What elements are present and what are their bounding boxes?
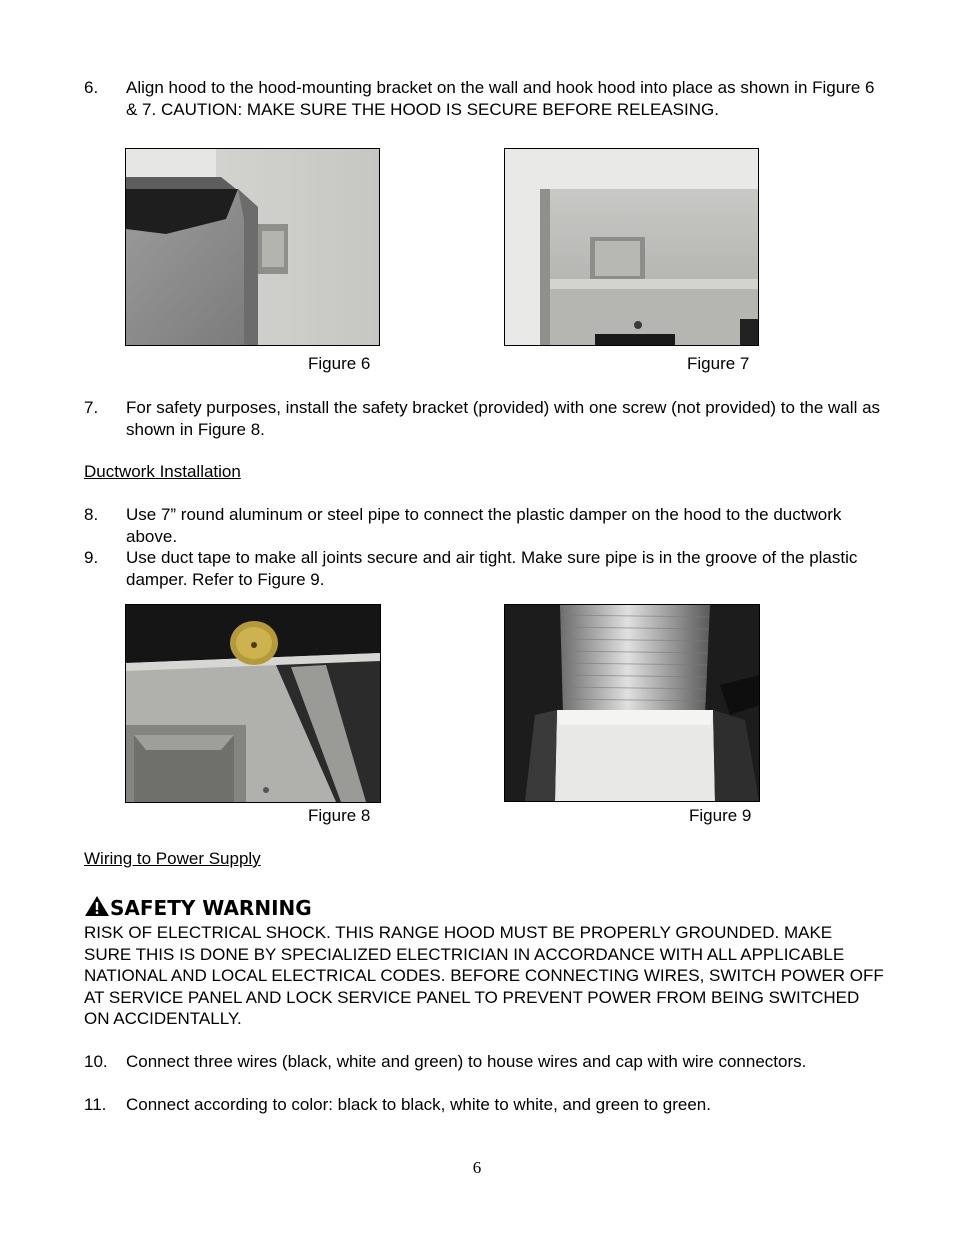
figure-8-photo (125, 604, 381, 803)
figure-9-photo (504, 604, 760, 802)
step-text: Use 7” round aluminum or steel pipe to connect the plastic damper on the hood to the ductwork above. (126, 505, 842, 546)
figure-7-photo (504, 148, 759, 346)
figure-9-caption: Figure 9 (689, 806, 752, 825)
safety-warning-title (84, 895, 312, 922)
step-number: 10. (84, 1052, 108, 1071)
step-text: Align hood to the hood-mounting bracket on the wall and hook hood into place as shown in Figure 6 & 7. CAUTION: MAKE SURE THE HOOD IS SECURE BEFORE RELEASING. (126, 78, 875, 119)
step-text: For safety purposes, install the safety bracket (provided) with one screw (not provided) to the wall as shown in Figure 8. (126, 398, 881, 439)
safety-warning-body: RISK OF ELECTRICAL SHOCK. THIS RANGE HOOD MUST BE PROPERLY GROUNDED. MAKE SURE THIS IS DONE BY SPECIALIZED ELECTRICIAN IN ACCORDANCE WITH ALL APPLICABLE NATIONAL AND LOCAL ELECTRICAL CODES. BEFORE CONNECTING WIRES, SWITCH POWER OFF AT SERVICE PANEL AND LOCK SERVICE PANEL TO PREVENT POWER FROM BEING SWITCHED ON ACCIDENTALLY. (84, 923, 884, 1028)
figure-8-caption: Figure 8 (308, 806, 371, 825)
figure-7-caption: Figure 7 (687, 354, 750, 373)
warning-triangle-icon (84, 895, 110, 922)
step-number: 11. (84, 1095, 107, 1114)
step-number: 9. (84, 548, 99, 567)
step-text: Connect according to color: black to black, white to white, and green to green. (126, 1095, 711, 1114)
step-number: 7. (84, 398, 99, 417)
figure-6-photo (125, 148, 380, 346)
safety-warning-label: SAFETY WARNING (110, 896, 312, 920)
figure-6-caption: Figure 6 (308, 354, 371, 373)
ductwork-heading: Ductwork Installation (84, 462, 241, 481)
step-text: Connect three wires (black, white and green) to house wires and cap with wire connectors. (126, 1052, 807, 1071)
wiring-heading: Wiring to Power Supply (84, 849, 261, 868)
page-number: 6 (472, 1158, 482, 1177)
step-number: 6. (84, 78, 99, 97)
step-number: 8. (84, 505, 99, 524)
step-text: Use duct tape to make all joints secure and air tight. Make sure pipe is in the groove of the plastic damper. Refer to Figure 9. (126, 548, 858, 589)
